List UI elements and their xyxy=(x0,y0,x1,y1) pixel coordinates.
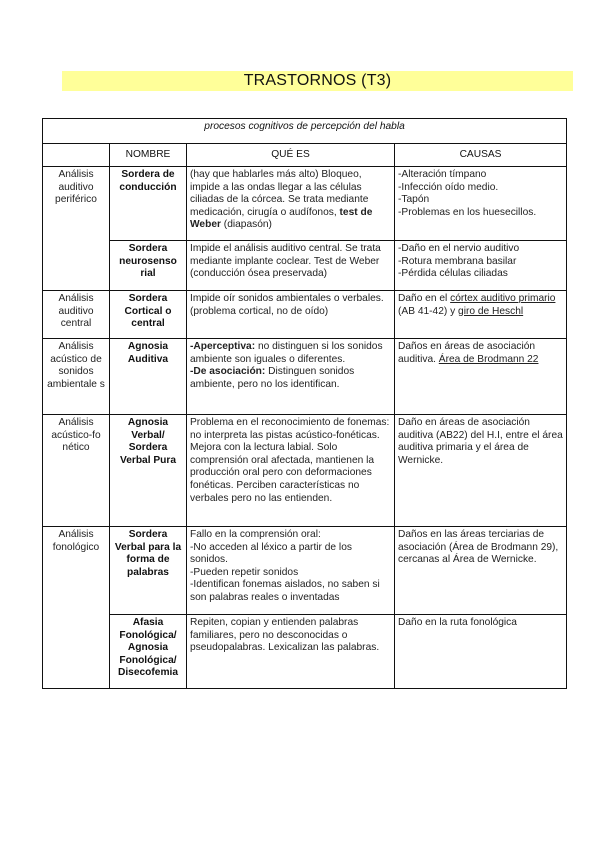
que-es-line: -Identifican fonemas aislados, no saben si son palabras reales o inventadas xyxy=(190,579,380,603)
group-acustico-ambientales: Análisis acústico de sonidos ambientale s xyxy=(43,339,110,415)
causa-line: -Alteración tímpano xyxy=(398,169,487,180)
causa-line: -Daño en el nervio auditivo xyxy=(398,243,520,254)
name-sordera-conduccion: Sordera de conducción xyxy=(110,167,187,241)
que-es-sordera-cortical: Impide oír sonidos ambientales o verbales. (problema cortical, no de oído) xyxy=(187,291,395,339)
header-empty xyxy=(43,144,110,167)
que-es-sordera-conduccion xyxy=(187,167,395,241)
asociacion-text: Distinguen sonidos ambiente, pero no los identifican. xyxy=(190,366,355,390)
que-es-agnosia-auditiva xyxy=(187,339,395,415)
name-afasia-fonologica: Afasia Fonológica/ Agnosia Fonológica/ Disecofemia xyxy=(110,615,187,689)
group-acustico-fonetico: Análisis acústico-fo nético xyxy=(43,415,110,527)
que-es-line: -No acceden al léxico a partir de los sonidos. xyxy=(190,541,352,566)
que-es-line: Fallo en la comprensión oral: xyxy=(190,529,321,540)
que-es-text: (hay que hablarles más alto) Bloqueo, impide a las ondas llegar a las células ciliadas de la córcea. Se trata mediante medicación, cirugía o audífonos, xyxy=(190,169,369,218)
causa-text: (AB 41-42) y xyxy=(398,305,456,317)
causa-line: -Rotura membrana basilar xyxy=(398,255,517,267)
causa-text: Daño en el xyxy=(398,293,448,304)
causas-afasia-fonologica: Daño en la ruta fonológica xyxy=(395,615,567,689)
name-sordera-cortical: Sordera Cortical o central xyxy=(110,291,187,339)
header-nombre: NOMBRE xyxy=(110,144,187,167)
group-fonologico: Análisis fonológico xyxy=(43,527,110,689)
name-sordera-verbal-palabras: Sordera Verbal para la forma de palabras xyxy=(110,527,187,615)
causas-agnosia-verbal: Daño en áreas de asociación auditiva (AB22) del H.I, entre el área auditiva primaria y el área de Wernicke. xyxy=(395,415,567,527)
que-es-line: -Pueden repetir sonidos xyxy=(190,566,299,578)
que-es-tail: (diapasón) xyxy=(223,219,272,231)
causa-line: -Pérdida células ciliadas xyxy=(398,268,508,280)
test-weber: test de Weber xyxy=(190,206,373,231)
table-subtitle: procesos cognitivos de percepción del habla xyxy=(43,119,567,144)
page-title: TRASTORNOS (T3) xyxy=(62,71,573,91)
causas-sordera-cortical xyxy=(395,291,567,339)
table-row xyxy=(43,415,567,527)
que-es-agnosia-verbal: Problema en el reconocimiento de fonemas: no interpreta las pistas acústico-fonéticas. Mejora con la lectura labial. Solo comprensión oral afectada, mantienen la producción oral pero con deformaciones fonéticas. Perciben características no verbales pero no las entienden. xyxy=(187,415,395,527)
table-row xyxy=(43,615,567,689)
cortex-auditivo-link: córtex auditivo primario xyxy=(450,293,556,304)
table-row xyxy=(43,339,567,415)
name-agnosia-auditiva: Agnosia Auditiva xyxy=(110,339,187,415)
group-auditivo-central: Análisis auditivo central xyxy=(43,291,110,339)
disorders-table xyxy=(42,118,567,689)
table-row xyxy=(43,167,567,241)
causa-line: -Infección oído medio. xyxy=(398,181,499,193)
aperceptiva-text: no distinguen si los sonidos ambiente son iguales o diferentes. xyxy=(190,341,383,365)
que-es-afasia-fonologica: Repiten, copian y entienden palabras familiares, pero no desconocidas o pseudopalabras. Lexicalizan las palabras. xyxy=(187,615,395,689)
que-es-sordera-verbal-palabras xyxy=(187,527,395,615)
causas-sordera-neurosensorial xyxy=(395,241,567,291)
causas-sordera-verbal-palabras: Daños en las áreas terciarias de asociación (Área de Brodmann 29), cercanas al Área de Wernicke. xyxy=(395,527,567,615)
table-row xyxy=(43,291,567,339)
causa-text: Daños en áreas de asociación auditiva. xyxy=(398,341,536,365)
causas-agnosia-auditiva xyxy=(395,339,567,415)
causa-line: -Tapón xyxy=(398,194,430,206)
group-auditivo-periferico: Análisis auditivo periférico xyxy=(43,167,110,291)
brodmann-22-link: Área de Brodmann 22 xyxy=(438,353,539,365)
header-causas: CAUSAS xyxy=(395,144,567,167)
name-agnosia-verbal: Agnosia Verbal/ Sordera Verbal Pura xyxy=(110,415,187,527)
causas-sordera-conduccion xyxy=(395,167,567,241)
aperceptiva-label: -Aperceptiva: xyxy=(190,341,256,352)
name-sordera-neurosensorial: Sordera neurosenso rial xyxy=(110,241,187,291)
table-row xyxy=(43,527,567,615)
table-row xyxy=(43,241,567,291)
table-header-row xyxy=(43,144,567,167)
giro-heschl-link: giro de Heschl xyxy=(458,305,524,317)
causa-line: -Problemas en los huesecillos. xyxy=(398,206,537,218)
que-es-sordera-neurosensorial: Impide el análisis auditivo central. Se trata mediante implante coclear. Test de Weber (conducción ósea preservada) xyxy=(187,241,395,291)
asociacion-label: -De asociación: xyxy=(190,366,266,378)
header-que-es: QUÉ ES xyxy=(187,144,395,167)
